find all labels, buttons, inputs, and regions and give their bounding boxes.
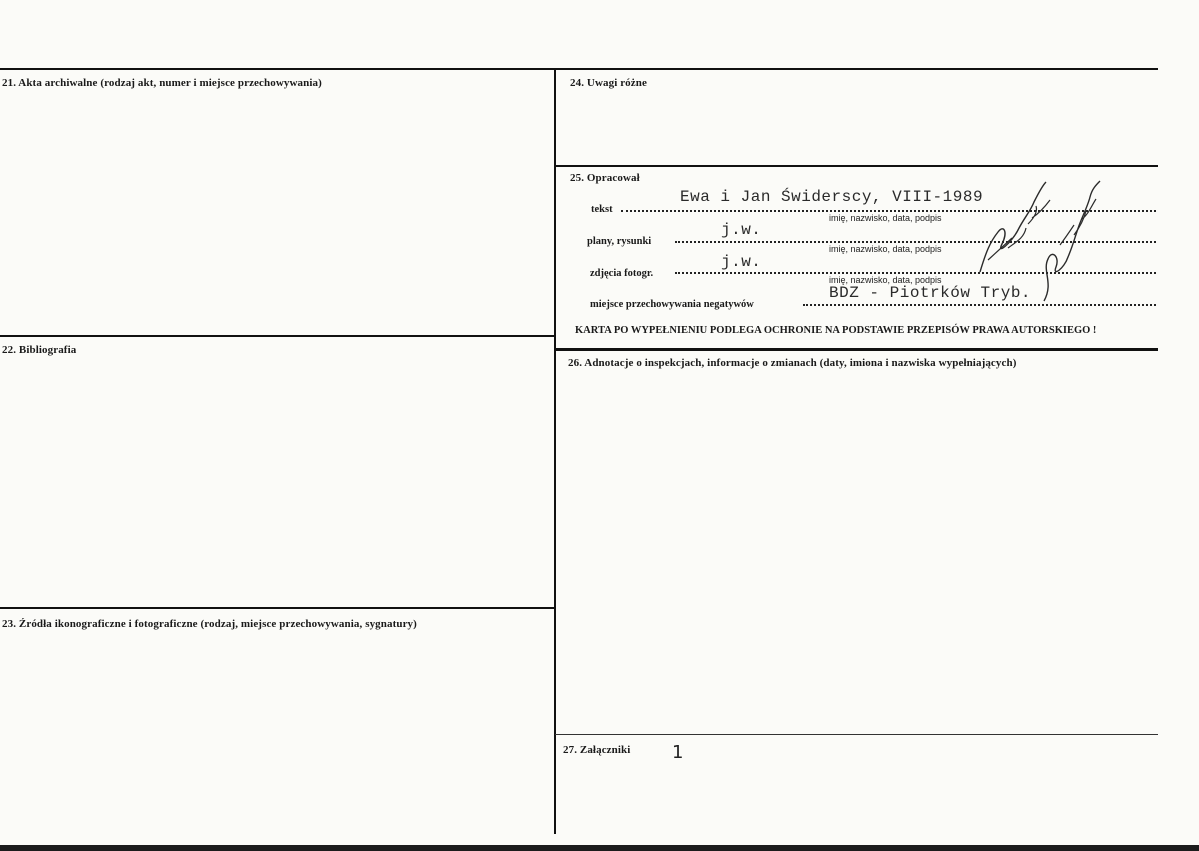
top-rule [0, 68, 1158, 70]
plans-label: plany, rysunki [587, 236, 652, 247]
right-rule-3 [555, 734, 1158, 735]
center-divider [554, 68, 556, 834]
text-label: tekst [591, 204, 613, 215]
photos-label: zdjęcia fotogr. [590, 268, 654, 279]
section-24-label: 24. Uwagi różne [570, 77, 647, 89]
left-rule-2 [0, 607, 555, 609]
photos-hint: imię, nazwisko, data, podpis [829, 275, 942, 285]
section-26-label: 26. Adnotacje o inspekcjach, informacje o zmianach (daty, imiona i nazwiska wypełniających) [568, 357, 1017, 369]
copyright-notice: KARTA PO WYPEŁNIENIU PODLEGA OCHRONIE NA PODSTAWIE PRZEPISÓW PRAWA AUTORSKIEGO ! [575, 325, 1097, 336]
right-rule-1 [555, 165, 1158, 167]
left-rule-1 [0, 335, 555, 337]
negatives-label: miejsce przechowywania negatywów [590, 299, 754, 310]
attachments-count: 1 [672, 742, 684, 763]
section-21-label: 21. Akta archiwalne (rodzaj akt, numer i miejsce przechowywania) [2, 77, 322, 89]
section-23-label: 23. Źródła ikonograficzne i fotograficzne (rodzaj, miejsce przechowywania, sygnatury) [2, 618, 417, 630]
right-rule-2 [555, 348, 1158, 351]
section-25-label: 25. Opracował [570, 172, 640, 184]
signature-2 [1030, 175, 1110, 310]
plans-value: j.w. [721, 221, 762, 239]
plans-hint: imię, nazwisko, data, podpis [829, 244, 942, 254]
photos-value: j.w. [721, 253, 762, 271]
section-27-label: 27. Załączniki [563, 744, 631, 756]
bottom-band [0, 845, 1199, 851]
section-22-label: 22. Bibliografia [2, 344, 77, 356]
negatives-value: BDZ - Piotrków Tryb. [829, 284, 1032, 302]
text-hint: imię, nazwisko, data, podpis [829, 213, 942, 223]
text-value: Ewa i Jan Świderscy, VIII-1989 [680, 188, 984, 206]
